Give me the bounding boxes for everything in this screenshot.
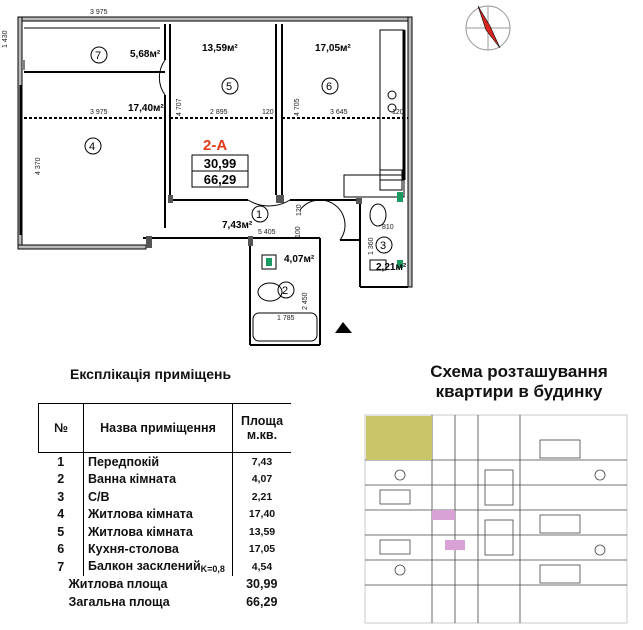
dimension-label: 4 370	[35, 157, 42, 175]
room-area: 5,68м²	[130, 49, 161, 60]
dimension-label: 120	[262, 109, 274, 116]
room-number: 5	[226, 81, 233, 93]
room-number: 1	[256, 209, 263, 221]
dimension-label: 2 895	[210, 109, 228, 116]
total-value: 66,29	[246, 594, 278, 609]
living-area-value: 30,99	[203, 156, 237, 171]
row-name	[84, 558, 233, 576]
row-no: 1	[39, 453, 84, 471]
accent-block	[432, 510, 455, 520]
row-area: 4,07	[251, 473, 273, 486]
row-no: 2	[39, 471, 84, 489]
row-name: Житлова кімната	[84, 506, 233, 524]
dimension-label: 4 707	[176, 98, 183, 116]
dimension-label: 810	[382, 224, 394, 231]
col-header-no: №	[39, 404, 84, 453]
table-row	[39, 523, 292, 541]
row-name-text: Балкон засклений	[88, 559, 201, 574]
col-header-name: Назва приміщення	[84, 404, 233, 453]
room-number: 4	[89, 141, 96, 153]
dimension-label: 1 360	[368, 237, 375, 255]
scheme-title	[404, 362, 634, 402]
col-header-area: Площа м.кв.	[233, 404, 292, 453]
row-area: 7,43	[251, 455, 273, 468]
dimension-label: 3 975	[90, 109, 108, 116]
table-row	[39, 471, 292, 489]
room-area: 17,40м²	[128, 103, 164, 114]
row-no: 6	[39, 541, 84, 559]
room-area: 7,43м²	[222, 220, 253, 231]
row-name-suffix: K=0,8	[200, 564, 225, 575]
explication-title: Експлікація приміщень	[70, 366, 232, 382]
dimension-label: 5 405	[258, 229, 276, 236]
total-label: Житлова площа	[68, 577, 168, 592]
table-row	[39, 453, 292, 471]
totals-row	[39, 576, 292, 594]
row-area: 17,40	[248, 508, 276, 521]
row-no: 5	[39, 523, 84, 541]
room-number: 6	[326, 81, 333, 93]
room-area: 4,07м²	[284, 254, 315, 265]
table-row	[39, 506, 292, 524]
total-value: 30,99	[246, 577, 278, 592]
row-no: 3	[39, 488, 84, 506]
compass-icon	[466, 6, 510, 50]
row-no: 7	[39, 558, 84, 576]
row-area: 13,59	[248, 525, 276, 538]
scheme-title-line2: квартири в будинку	[435, 382, 603, 401]
dimension-label: 120	[296, 204, 303, 216]
total-label: Загальна площа	[68, 594, 170, 609]
dimension-label: 1 785	[277, 315, 295, 322]
entrance-marker	[335, 322, 352, 333]
table-row	[39, 558, 292, 576]
dimension-label: 3 645	[330, 109, 348, 116]
room-number: 7	[95, 50, 102, 62]
accent-block	[445, 540, 465, 550]
row-area: 17,05	[248, 543, 276, 556]
table-row	[39, 541, 292, 559]
room-area: 13,59м²	[202, 43, 238, 54]
explication-table	[38, 403, 291, 611]
room-number: 2	[282, 285, 289, 297]
row-name: Житлова кімната	[84, 523, 233, 541]
row-area: 4,54	[251, 560, 273, 573]
room-area: 2,21м²	[376, 262, 407, 273]
table-row	[39, 488, 292, 506]
dimension-label: 120	[392, 109, 404, 116]
apartment-highlight	[366, 416, 432, 460]
room-number: 3	[380, 240, 387, 252]
apartment-badge	[192, 137, 248, 187]
dimension-label: 4 705	[294, 98, 301, 116]
dimension-label: 100	[295, 226, 302, 238]
total-area-value: 66,29	[203, 172, 237, 187]
building-scheme	[360, 410, 636, 628]
dimension-label: 2 450	[302, 292, 309, 310]
row-no: 4	[39, 506, 84, 524]
row-name: Передпокій	[84, 453, 233, 471]
room-area: 17,05м²	[315, 43, 351, 54]
scheme-title-line1: Схема розташування	[430, 362, 608, 381]
row-area: 2,21	[251, 490, 273, 503]
apartment-code: 2-A	[203, 137, 228, 154]
dimension-label: 3 975	[90, 9, 108, 16]
totals-row	[39, 593, 292, 611]
row-name: Кухня-столова	[84, 541, 233, 559]
dimension-label: 1 430	[2, 30, 9, 48]
row-name: Ванна кімната	[84, 471, 233, 489]
row-name: С/В	[84, 488, 233, 506]
